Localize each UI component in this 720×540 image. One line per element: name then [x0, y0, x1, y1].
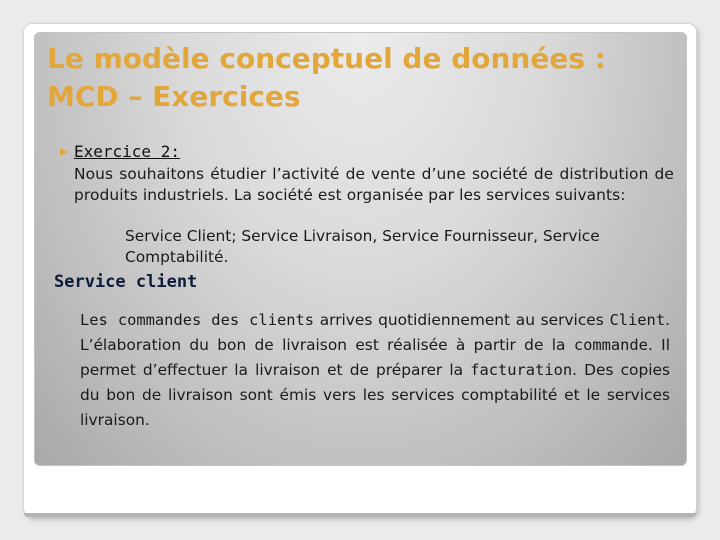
body-paragraph: [80, 308, 670, 433]
body-bold-commande: commande: [573, 336, 648, 354]
body-text-3: . Il permet d’effectuer la livraison et de préparer la: [80, 336, 670, 379]
slide-footer-bar: [24, 513, 696, 517]
body-bold-client: Client: [609, 311, 666, 329]
body-text-2: . L’élaboration du bon de livraison est réalisée à partir de la: [80, 311, 670, 354]
body-bold-commandes-clients: Les commandes des clients: [80, 311, 315, 329]
body-text-1: arrives quotidiennement au services: [314, 311, 610, 329]
slide-title: [47, 40, 687, 116]
intro-paragraph: Nous souhaitons étudier l’activité de vente d’une société de distribution de produits industriels. La société est organisée par les services suivants:: [74, 165, 674, 204]
exercise-bullet: [60, 142, 180, 161]
body-bold-facturation: facturation: [470, 361, 573, 379]
title-line-1: Le modèle conceptuel de données :: [47, 42, 606, 75]
exercise-label: Exercice 2:: [74, 142, 180, 161]
body-text-4: . Des copies du bon de livraison sont émis vers les services comptabilité et le services livraison.: [80, 361, 670, 429]
title-line-2: MCD – Exercices: [47, 80, 301, 113]
arrow-bullet-icon: [60, 148, 68, 156]
section-heading: Service client: [54, 272, 198, 292]
services-list: Service Client; Service Livraison, Service Fournisseur, Service Comptabilité.: [125, 227, 600, 266]
